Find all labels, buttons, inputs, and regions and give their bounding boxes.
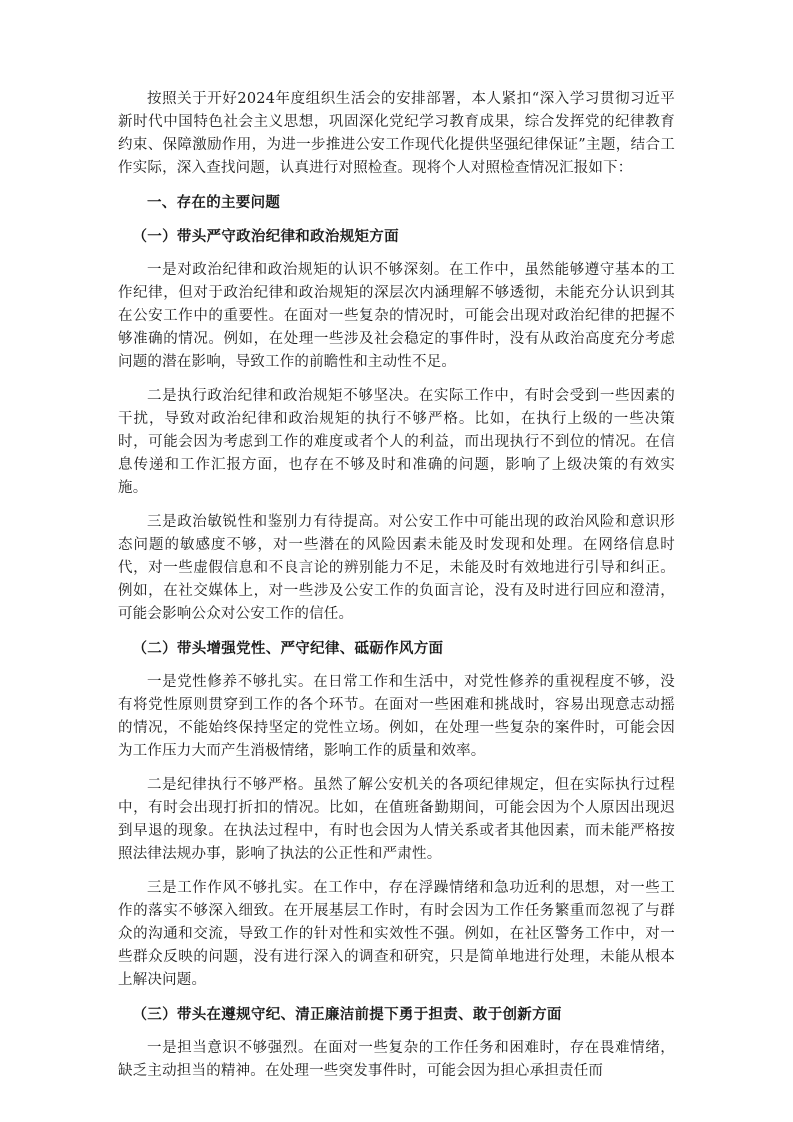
paragraph: 一是对政治纪律和政治规矩的认识不够深刻。在工作中，虽然能够遵守基本的工作纪律，但对于政治纪律和政治规矩的深层次内涵理解不够透彻，未能充分认识到其在公安工作中的重要性。在面对一些复杂的情况时，可能会出现对政治纪律的把握不够准确的情况。例如，在处理一些涉及社会稳定的事件时，没有从政治高度充分考虑问题的潜在影响，导致工作的前瞻性和主动性不足。 [118, 262, 675, 370]
paragraph: 一是担当意识不够强烈。在面对一些复杂的工作任务和困难时，存在畏难情绪，缺乏主动担当的精神。在处理一些突发事件时，可能会因为担心承担责任而 [118, 1040, 675, 1079]
subsection-heading-political-discipline: （一）带头严守政治纪律和政治规矩方面 [132, 228, 399, 245]
intro-paragraph: 按照关于开好2024年度组织生活会的安排部署，本人紧扣“深入学习贯彻习近平新时代中国特色社会主义思想，巩固深化党纪学习教育成果，综合发挥党的纪律教育约束、保障激励作用，为进一步推进公安工作现代化提供坚强纪律保证”主题，结合工作实际，深入查找问题，认真进行对照检查。现将个人对照检查情况汇报如下： [118, 91, 675, 176]
section-heading-problems: 一、存在的主要问题 [147, 194, 281, 211]
paragraph: 二是纪律执行不够严格。虽然了解公安机关的各项纪律规定，但在实际执行过程中，有时会出现打折扣的情况。比如，在值班备勤期间，可能会因为个人原因出现迟到早退的现象。在执法过程中，有时也会因为人情关系或者其他因素，而未能严格按照法律法规办事，影响了执法的公正性和严肃性。 [118, 777, 675, 862]
paragraph: 一是党性修养不够扎实。在日常工作和生活中，对党性修养的重视程度不够，没有将党性原则贯穿到工作的各个环节。在面对一些困难和挑战时，容易出现意志动摇的情况，不能始终保持坚定的党性立场。例如，在处理一些复杂的案件时，可能会因为工作压力大而产生消极情绪，影响工作的质量和效率。 [118, 674, 675, 759]
paragraph: 三是政治敏锐性和鉴别力有待提高。对公安工作中可能出现的政治风险和意识形态问题的敏感度不够，对一些潜在的风险因素未能及时发现和处理。在网络信息时代，对一些虚假信息和不良言论的辨别能力不足，未能及时有效地进行引导和纠正。例如，在社交媒体上，对一些涉及公安工作的负面言论，没有及时进行回应和澄清，可能会影响公众对公安工作的信任。 [118, 514, 675, 622]
paragraph: 三是工作作风不够扎实。在工作中，存在浮躁情绪和急功近利的思想，对一些工作的落实不够深入细致。在开展基层工作时，有时会因为工作任务繁重而忽视了与群众的沟通和交流，导致工作的针对性和实效性不强。例如，在社区警务工作中，对一些群众反映的问题，没有进行深入的调查和研究，只是简单地进行处理，未能从根本上解决问题。 [118, 880, 675, 988]
subsection-heading-responsibility: （三）带头在遵规守纪、清正廉洁前提下勇于担责、敢于创新方面 [132, 1006, 562, 1023]
document-page [118, 88, 675, 1094]
paragraph: 二是执行政治纪律和政治规矩不够坚决。在实际工作中，有时会受到一些因素的干扰，导致对政治纪律和政治规矩的执行不够严格。比如，在执行上级的一些决策时，可能会因为考虑到工作的难度或者个人的利益，而出现执行不到位的情况。在信息传递和工作汇报方面，也存在不够及时和准确的问题，影响了上级决策的有效实施。 [118, 388, 675, 496]
subsection-heading-party-spirit: （二）带头增强党性、严守纪律、砥砺作风方面 [132, 640, 444, 657]
